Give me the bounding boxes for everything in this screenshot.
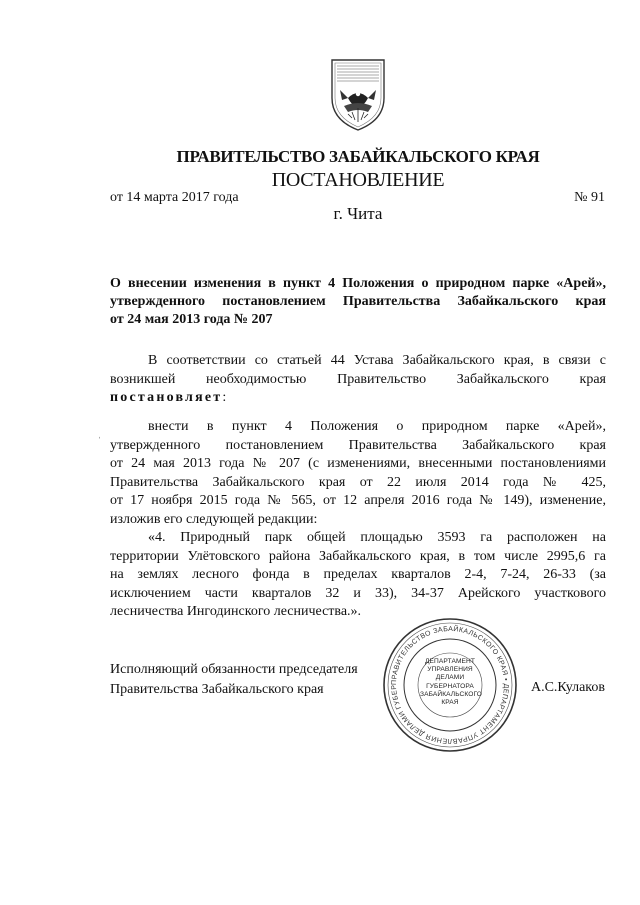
document-type: ПОСТАНОВЛЕНИЕ bbox=[271, 169, 445, 191]
resolve-word: постановляет bbox=[110, 390, 223, 405]
main-paragraph bbox=[110, 418, 606, 622]
seal-inner-line: ДЕПАРТАМЕНТ bbox=[424, 658, 476, 665]
main-line: исключением части кварталов 32 и 33), 34-37 Арейского участкового bbox=[110, 585, 606, 601]
signatory-role bbox=[110, 660, 358, 700]
seal-inner-text bbox=[420, 658, 480, 707]
main-line: на землях лесного фонда в пределах кварталов 2-4, 7-24, 26-33 (за bbox=[110, 567, 606, 582]
main-line: от 17 ноября 2015 года № 565, от 12 апреля 2016 года № 149), изменение, bbox=[110, 493, 606, 508]
main-line: территории Улётовского района Забайкальского края, в том числе 2995,6 га bbox=[110, 548, 606, 564]
main-line: утвержденного постановлением Правительства Забайкальского края bbox=[110, 437, 606, 453]
seal-inner-line: ГУБЕРНАТОРА bbox=[426, 682, 474, 690]
seal-inner-line: ЗАБАЙКАЛЬСКОГО bbox=[420, 690, 482, 698]
main-line: лесничества Ингодинского лесничества.». bbox=[110, 604, 362, 619]
seal-inner-line: КРАЯ bbox=[441, 699, 459, 707]
coat-of-arms-icon bbox=[318, 54, 398, 134]
preamble-line: возникшей необходимостью Правительство Забайкальского края bbox=[110, 371, 606, 387]
resolve-punct: : bbox=[222, 390, 227, 405]
government-title: ПРАВИТЕЛЬСТВО ЗАБАЙКАЛЬСКОГО КРАЯ bbox=[176, 147, 540, 166]
preamble-paragraph bbox=[110, 352, 606, 408]
main-line: «4. Природный парк общей площадью 3593 га расположен на bbox=[148, 530, 606, 545]
main-line: изложив его следующей редакции: bbox=[110, 511, 318, 527]
main-line: от 24 мая 2013 года № 207 (с изменениями, внесенными постановлениями bbox=[110, 456, 606, 471]
subject-line: от 24 мая 2013 года № 207 bbox=[110, 312, 273, 327]
signatory-role-line: Исполняющий обязанности председателя bbox=[110, 662, 358, 677]
document-number: № 91 bbox=[574, 190, 605, 205]
main-line: Правительства Забайкальского края от 22 июля 2014 года № 425, bbox=[110, 474, 606, 490]
preamble-line: В соответствии со статьей 44 Устава Забайкальского края, в связи с bbox=[148, 353, 606, 368]
seal-inner-line: ДЕЛАМИ bbox=[435, 674, 465, 682]
subject-line: О внесении изменения в пункт 4 Положения о природном парке «Арей», bbox=[110, 276, 606, 291]
document-subject bbox=[110, 275, 606, 329]
subject-line: утвержденного постановлением Правительства Забайкальского края bbox=[110, 294, 606, 309]
main-line: внести в пункт 4 Положения о природном парке «Арей», bbox=[148, 419, 606, 434]
seal-inner-line: УПРАВЛЕНИЯ bbox=[427, 666, 473, 674]
document-date: от 14 марта 2017 года bbox=[110, 190, 239, 205]
seal-ring-text: ПРАВИТЕЛЬСТВО ЗАБАЙКАЛЬСКОГО КРАЯ • ДЕПАРТАМЕНТ УПРАВЛЕНИЯ ДЕЛАМИ ГУБЕР bbox=[390, 625, 510, 745]
preamble-line bbox=[110, 389, 606, 408]
official-seal-icon bbox=[380, 615, 520, 755]
signatory-name: А.С.Кулаков bbox=[530, 680, 605, 695]
document-city: г. Чита bbox=[333, 204, 383, 223]
signatory-role-line: Правительства Забайкальского края bbox=[110, 682, 324, 697]
margin-tick: ˌ bbox=[98, 428, 102, 439]
